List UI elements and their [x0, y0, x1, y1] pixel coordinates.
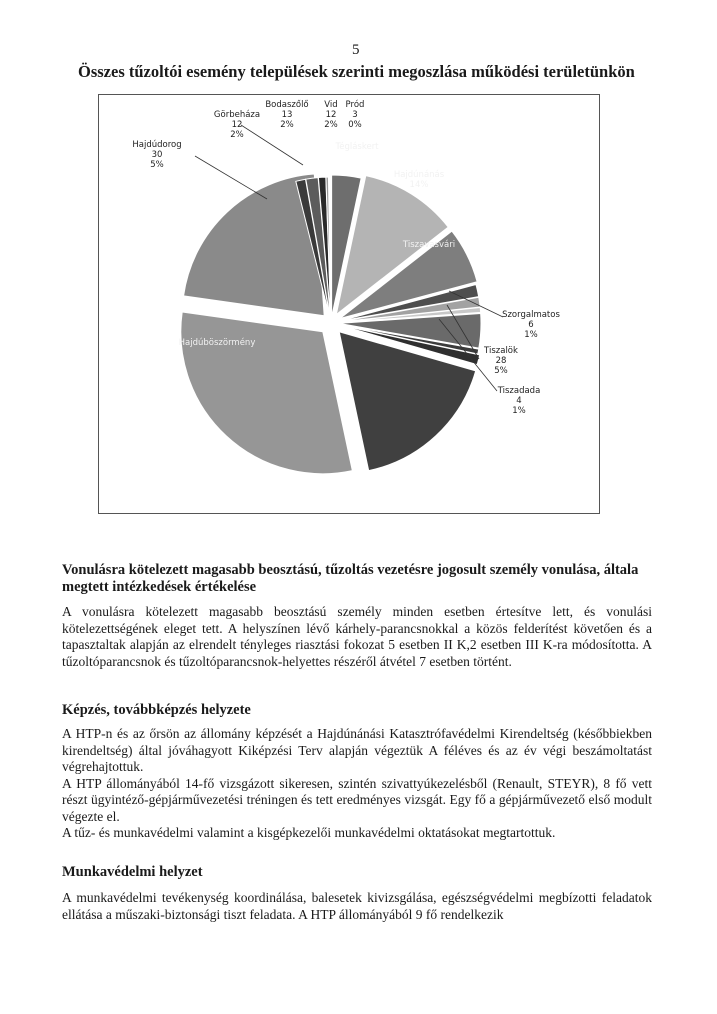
pie-inner-label: Hajdúböszörmény — [178, 338, 256, 348]
pie-label-value: 3 — [352, 110, 358, 120]
pie-label-percent: 1% — [512, 406, 526, 416]
safety-section — [62, 864, 652, 881]
training-paragraph-1: A HTP-n és az őrsön az állomány képzését a Hajdúnánási Katasztrófavédelmi Kirendeltség (későbbiekben kirendeltség) által jóváhagyott Kiképzési Terv alapján végeztük A féléves és az év végi beszámoltatást végrehajtottuk. — [62, 726, 652, 774]
pie-label-percent: 5% — [494, 366, 508, 376]
pie-inner-label: Hajdúnánás — [393, 170, 445, 180]
mobilization-heading: Vonulásra kötelezett magasabb beosztású, tűzoltás vezetésre jogosult személy vonulása, általa megtett intézkedések értékelése — [62, 562, 639, 595]
pie-slices — [178, 174, 481, 474]
pie-label-percent: 0% — [348, 120, 362, 130]
pie-label-percent: 2% — [280, 120, 294, 130]
pie-label-name: Görbeháza — [213, 110, 261, 120]
safety-body — [62, 890, 652, 923]
pie-label-name: Pród — [345, 100, 365, 110]
pie-label-value: 30 — [151, 150, 163, 160]
pie-label-percent: 2% — [230, 130, 244, 140]
pie-leader-line — [195, 156, 267, 199]
pie-label-value: 4 — [516, 396, 522, 406]
safety-heading: Munkavédelmi helyzet — [62, 864, 203, 880]
pie-label-name: Vid — [324, 100, 338, 110]
pie-label-value: 12 — [231, 120, 243, 130]
pie-label-name: Hajdúdorog — [132, 140, 182, 150]
pie-inner-label: Tégláskert — [335, 142, 379, 152]
pie-slice-hajdúböszörmény — [178, 312, 353, 474]
page-number: 5 — [352, 42, 360, 58]
safety-paragraph: A munkavédelmi tevékenység koordinálása, balesetek kivizsgálása, egészségvédelmi megbízotti feladatok ellátása a műszaki-biztonsági tiszt feladata. A HTP állományából 9 fő rendelkezik — [62, 890, 652, 922]
pie-label-name: Tiszalök — [484, 346, 518, 356]
pie-chart-svg — [99, 95, 599, 513]
training-section — [62, 702, 652, 719]
pie-label-percent: 1% — [524, 330, 538, 340]
pie-inner-label: 14% — [409, 180, 429, 190]
pie-label-value: 6 — [528, 320, 534, 330]
training-paragraph-3: A tűz- és munkavédelmi valamint a kisgépkezelői munkavédelmi oktatásokat megtartottuk. — [62, 825, 556, 840]
pie-label-name: Bodaszőlő — [265, 100, 309, 110]
pie-label-name: Szorgalmatos — [502, 310, 560, 320]
pie-label-value: 28 — [495, 356, 507, 366]
mobilization-section — [62, 562, 652, 596]
training-body — [62, 726, 652, 842]
training-paragraph-2: A HTP állományából 14-fő vizsgázott sikeresen, szintén szivattyúkezelésből (Renault, STEYR), 8 fő vett részt ügyintéző-gépjárművezetési tréningen és tett eredményes vizsgát. Egy fő a gépjárművezető első modult végezte el. — [62, 775, 652, 824]
mobilization-body — [62, 604, 652, 670]
mobilization-paragraph: A vonulásra kötelezett magasabb beosztású személy minden esetben értesítve lett, és vonulási kötelezettségének eleget tett. A helyszínen lévő kárhely-parancsnokkal a közös felderítést követően és a tapasztaltak alapján az elrendelt tényleges riasztási fokozat 5 esetben II K,2 esetben III K-ra módosította. A tűzoltóparancsnok és tűzoltóparancsnok-helyettes részéről átvétel 7 esetben történt. — [62, 604, 652, 669]
pie-label-percent: 2% — [324, 120, 338, 130]
pie-label-value: 12 — [325, 110, 337, 120]
pie-label-percent: 5% — [150, 160, 164, 170]
pie-label-name: Tiszadada — [497, 386, 541, 396]
chart-title: Összes tűzoltói esemény települések szerinti megoszlása működési területünkön — [78, 62, 635, 81]
training-heading: Képzés, továbbképzés helyzete — [62, 702, 251, 718]
pie-label-value: 13 — [281, 110, 293, 120]
pie-chart — [98, 94, 600, 514]
pie-leader-line — [241, 125, 303, 165]
pie-inner-label: Tiszavasvári — [402, 240, 456, 250]
